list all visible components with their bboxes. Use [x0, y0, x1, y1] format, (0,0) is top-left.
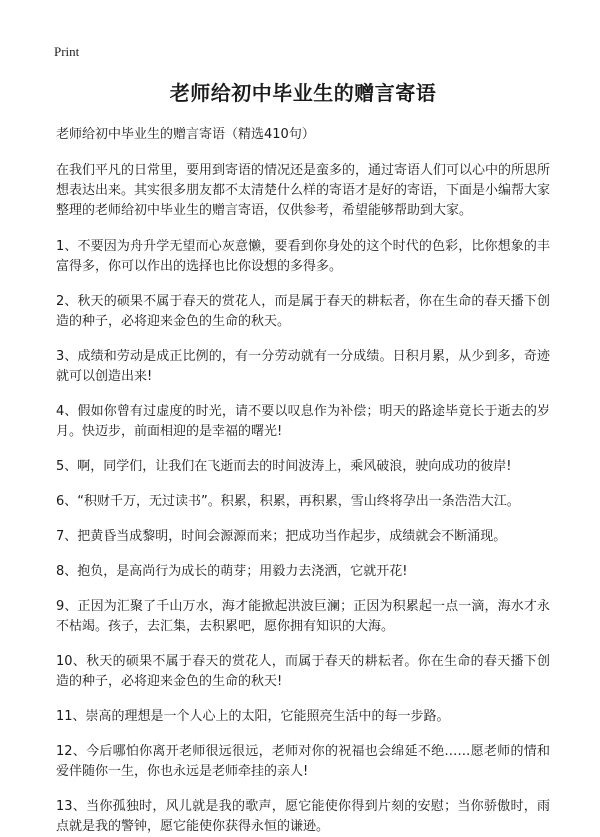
list-item: 3、成绩和劳动是成正比例的，有一分劳动就有一分成绩。日积月累，从少到多，奇迹就可以创造出来!	[56, 349, 550, 384]
list-item: 1、不要因为舟升学无望而心灰意懒，要看到你身处的这个时代的色彩，比你想象的丰富得多，你可以作出的选择也比你设想的多得多。	[56, 239, 550, 274]
print-link[interactable]: Print	[54, 44, 80, 59]
list-item: 6、“积财千万，无过读书”。积累，积累，再积累，雪山终将孕出一条浩浩大江。	[56, 494, 520, 509]
list-item: 11、崇高的理想是一个人心上的太阳，它能照亮生活中的每一步路。	[56, 709, 450, 724]
list-item: 2、秋天的硕果不属于春天的赏花人，而是属于春天的耕耘者，你在生命的春天播下创造的种子，必将迎来金色的生命的秋天。	[56, 294, 550, 329]
list-item: 5、啊，同学们，让我们在飞逝而去的时间波涛上，乘风破浪，驶向成功的彼岸!	[56, 459, 512, 474]
list-item: 9、正因为汇聚了千山万水，海才能掀起洪波巨澜；正因为积累起一点一滴，海水才永不枯竭。孩子，去汇集，去积累吧，愿你拥有知识的大海。	[56, 599, 550, 634]
page-title: 老师给初中毕业生的赠言寄语	[169, 81, 437, 105]
list-item: 8、抱负，是高尚行为成长的萌芽；用毅力去浇洒，它就开花!	[56, 564, 408, 579]
list-item: 7、把黄昏当成黎明，时间会源源而来；把成功当作起步，成绩就会不断涌现。	[56, 529, 507, 544]
list-item: 4、假如你曾有过虚度的时光，请不要以叹息作为补偿；明天的路途毕竟长于逝去的岁月。快迈步，前面相迎的是幸福的曙光!	[56, 404, 550, 439]
list-item: 10、秋天的硕果不属于春天的赏花人，而属于春天的耕耘者。你在生命的春天播下创造的种子，必将迎来金色的生命的秋天!	[56, 654, 550, 689]
list-item: 13、当你孤独时，风儿就是我的歌声，愿它能使你得到片刻的安慰；当你骄傲时，雨点就是我的警钟，愿它能使你获得永恒的谦逊。	[56, 799, 550, 834]
document-subtitle: 老师给初中毕业生的赠言寄语（精选410句）	[56, 127, 315, 142]
list-item: 12、今后哪怕你离开老师很远很远，老师对你的祝福也会绵延不绝……愿老师的情和爱伴随你一生，你也永远是老师牵挂的亲人!	[56, 744, 550, 779]
intro-paragraph: 在我们平凡的日常里，要用到寄语的情况还是蛮多的，通过寄语人们可以心中的所思所想表达出来。其实很多朋友都不太清楚什么样的寄语才是好的寄语，下面是小编帮大家整理的老师给初中毕业生的赠言寄语，仅供参考，希望能够帮助到大家。	[56, 163, 551, 218]
